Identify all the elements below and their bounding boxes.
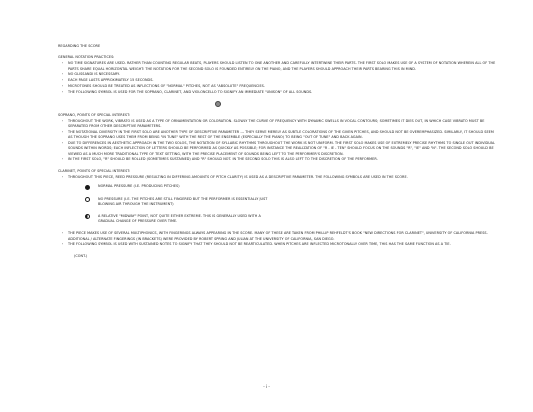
symbol-description: NORMAL PRESSURE (I.E. PRODUCING PITCHES) bbox=[98, 184, 180, 189]
symbol-description: NO PRESSURE (I.E. THE PITCHES ARE STILL FINGERED BUT THE PERFORMER IS ESSENTIALLY JUST BLOWING AIR THROUGH THE INSTRUMENT) bbox=[98, 196, 268, 206]
list-item: · THE FOLLOWING SYMBOL IS USED FOR THE SOPRANO, CLARINET, AND VIOLONCELLO TO SIGNIFY AN IMMEDIATE "UNISON" OF ALL SOUNDS. bbox=[68, 90, 498, 95]
bullet-list bbox=[58, 175, 498, 180]
section-heading: SOPRANO, POINTS OF SPECIAL INTEREST: bbox=[58, 113, 131, 117]
list-item: · NO GLISSANDI IS NECESSARY. bbox=[68, 72, 498, 77]
bullet-list bbox=[58, 231, 498, 247]
symbol-row-midway bbox=[76, 214, 498, 224]
symbol-row-none bbox=[76, 197, 498, 207]
list-item: · IN THE FIRST SOLO, "R" SHOULD BE ROLLED (SOMETIMES SUSTAINED) AND "R" SHOULD NOT. IN THE SECOND SOLO THIS IS ALSO LEFT TO THE DISCRETION OF THE PERFORMER. bbox=[68, 157, 498, 162]
section-general bbox=[58, 55, 498, 107]
list-item: · NO TIME SIGNATURES ARE USED. RATHER THAN COUNTING REGULAR BEATS, PLAYERS SHOULD LISTEN TO ONE ANOTHER AND CAREFULLY INTERTWINE THEIR PARTS. THE FIRST SOLO MAKES USE OF A SYSTEM OF NOTATION WHEREIN ALL OF THE PARTS SHARE EQUAL HORIZONTAL WEIGHT: THE NOTATION FOR THE SECOND SOLO IS FOUNDED ENTIRELY ON THE PIANO, AND THE PLAYERS SHOULD APPROACH THEIR PARTS BEARING THIS IN MIND. bbox=[68, 61, 498, 71]
continued-marker: (CONT.) bbox=[74, 253, 88, 258]
list-item: · THE NOTATIONAL DIVERSITY IN THE FIRST SOLO ARE ANOTHER TYPE OF DESCRIPTIVE PARAMETER --- THEY SERVE MERELY AS SUBTLE COLORATIONS OF THE GIVEN PITCHES, AND SHOULD NOT BE OVEREMPHASIZED. SIMILARLY, IT SHOULD SEEM AS THOUGH THE SOPRANO USES THEM FROM BEING "IN TUNE" WITH THE REST OF THE ENSEMBLE (ESPECIALLY THE PIANO) TO BEING "OUT OF TUNE" AND BACK AGAIN. bbox=[68, 130, 498, 140]
list-item: · THROUGHOUT THIS PIECE, REED PRESSURE (RESULTING IN DIFFERING AMOUNTS OF PITCH CLARITY) IS USED AS A DESCRIPTIVE PARAMETER. THE FOLLOWING SYMBOLS ARE USED IN THE SCORE. bbox=[68, 175, 498, 180]
list-item: · EACH PAGE LASTS APPROXIMATELY 15 SECONDS. bbox=[68, 78, 498, 83]
unison-symbol bbox=[0, 101, 498, 107]
section-heading: GENERAL NOTATION PRACTICES: bbox=[58, 55, 115, 60]
list-item: · THE FOLLOWING SYMBOL IS USED WITH SUSTAINED NOTES TO SIGNIFY THAT THEY SHOULD NOT BE REARTICULATED. WHEN PITCHES ARE INFLECTED MICROTONALLY OVER TIME, THIS HAS THE SAME FUNCTION AS A TIE. bbox=[68, 242, 498, 247]
page-number: - i - bbox=[263, 384, 270, 389]
symbol-description: A RELATIVE "MIDWAY" POINT, NOT QUITE EITHER EXTREME. THIS IS GENERALLY USED WITH A GRADUAL CHANGE OF PRESSURE OVER TIME. bbox=[98, 213, 261, 224]
page-title: REGARDING THE SCORE bbox=[58, 44, 101, 48]
bullet-list bbox=[58, 119, 498, 162]
filled-circle-icon bbox=[85, 185, 90, 190]
empty-circle-icon bbox=[85, 197, 90, 202]
section-soprano bbox=[58, 113, 498, 163]
list-item: · DUE TO DIFFERENCES IN AESTHETIC APPROACH IN THE TWO SOLOS, THE NOTATION OF SYLLABIC RHYTHMS THROUGHOUT THE WORK IS NOT UNIFORM. THE FIRST SOLO MAKES USE OF EXTREMELY PRECISE RHYTHMS TO SINGLE OUT INDIVIDUAL SOUNDS WITHIN WORDS; EACH INFLECTION OF LETTERS SHOULD BE PERFORMED AS QUICKLY AS POSSIBLE; FOR INSTANCE THE REALIZATION OF "R - IE - TEN" SHOULD FOCUS ON THE SOUNDS "R", "IE" AND "N". THE SECOND SOLO SHOULD BE VIEWED AS A MUCH MORE TRADITIONAL TYPE OF TEXT SETTING, WITH THE PRECISE PLACEMENT OF SOUNDS BEING LEFT TO THE PERFORMER'S DISCRETION. bbox=[68, 141, 498, 157]
section-clarinet bbox=[58, 169, 498, 259]
bullet-list bbox=[58, 61, 498, 95]
section-heading: CLARINET, POINTS OF SPECIAL INTEREST: bbox=[58, 168, 131, 173]
symbol-row-normal bbox=[76, 184, 498, 190]
list-item: · MICROTONES SHOULD BE TREATED AS INFLECTIONS OF "NORMAL" PITCHES, NOT AS "ABSOLUTE" FREQUENCIES. bbox=[68, 84, 498, 89]
list-item: · THROUGHOUT THE WORK, VIBRATO IS USED AS A TYPE OF ORNAMENTATION OR COLORATION. SLOWLY THE CURVE OF FREQUENCY WITH DYNAMIC SWELLS IN VOCAL CONTOURS; SOMETIMES IT DIES OUT, IN WHICH CASE VIBRATO MUST BE SEPARATED FROM OTHER DESCRIPTIVE PARAMETERS. bbox=[68, 119, 498, 129]
list-item: · THE PIECE MAKES USE OF SEVERAL MULTIPHONICS, WITH FINGERINGS ALWAYS APPEARING IN THE SCORE. MANY OF THESE ARE TAKEN FROM PHILLIP REHFELDT'S BOOK "NEW DIRECTIONS FOR CLARINET", UNIVERSITY OF CALIFORNIA PRESS. ADDITIONAL / ALTERNATE FINGERINGS (IN BRACKETS) WERE PROVIDED BY ROBERT SPRING AND JULIAN AT THE UNIVERSITY OF CALIFORNIA, SAN DIEGO. bbox=[68, 231, 498, 241]
half-circle-icon bbox=[85, 214, 90, 219]
unison-dot-icon bbox=[215, 101, 221, 107]
pressure-symbol-list bbox=[76, 184, 498, 224]
document-body bbox=[58, 44, 498, 259]
